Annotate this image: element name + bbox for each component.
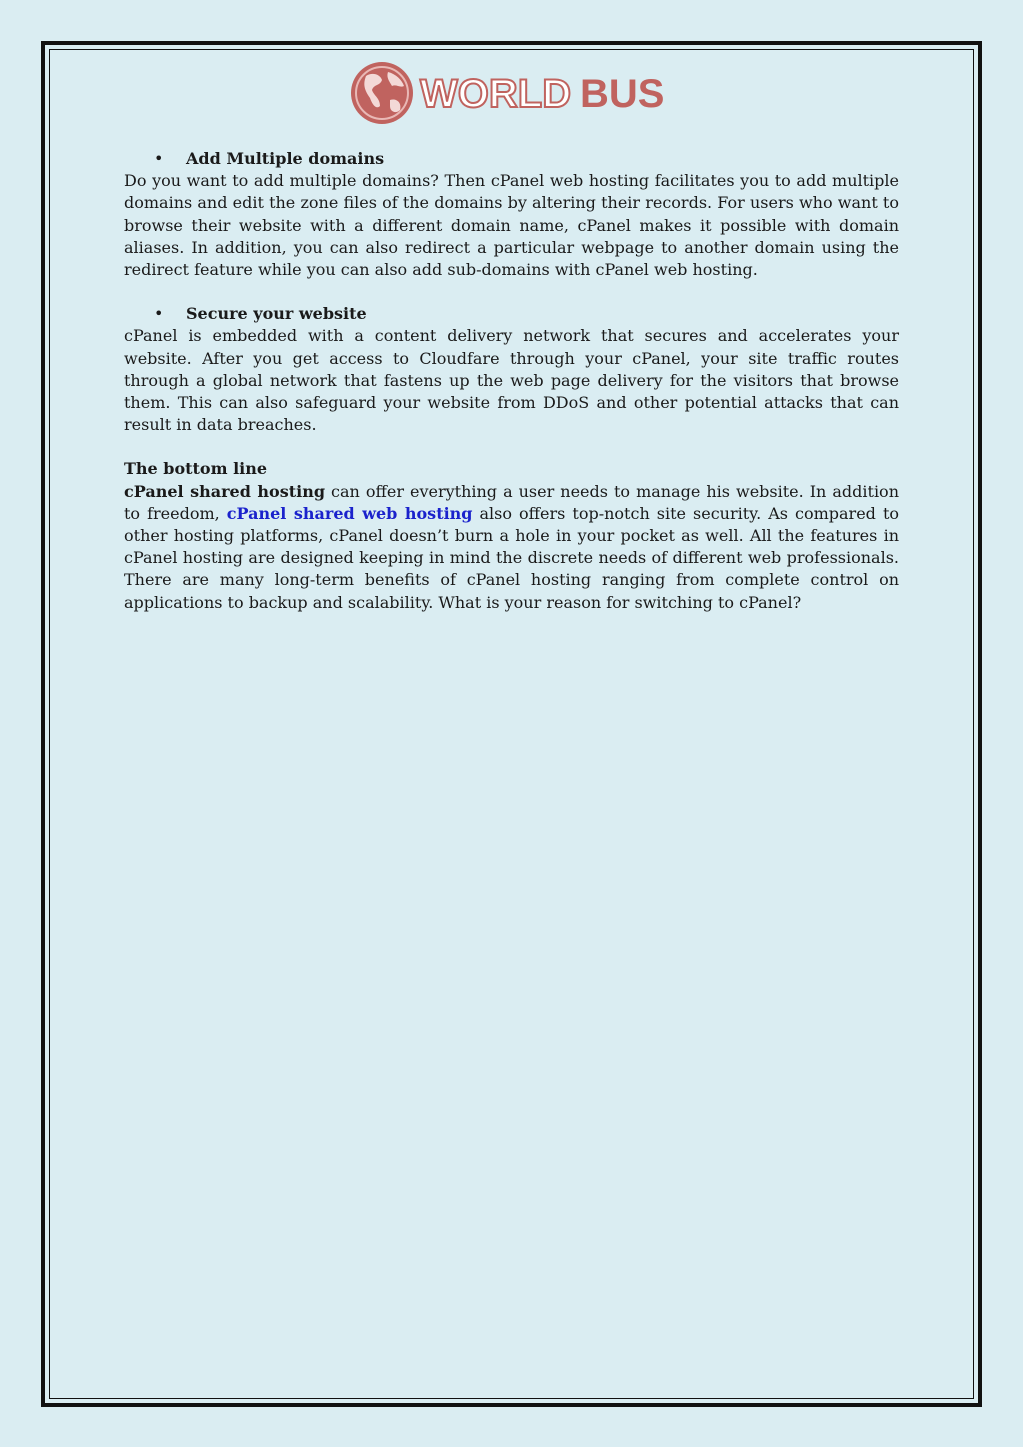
- cpanel-shared-web-hosting-link[interactable]: cPanel shared web hosting: [226, 503, 473, 523]
- bottom-lead-bold: cPanel shared hosting: [124, 481, 326, 501]
- bullet-icon: •: [154, 149, 164, 168]
- bottom-text-2: also offers top-notch site security. As compared to other hosting platforms, cPanel doesn’t burn a hole in your pocket as well. All the features in cPanel hosting are designed keeping in mind the discrete needs of different web professionals. There are many long-term benefits of cPanel hosting ranging from complete control on applications to backup and scalability. What is your reason for switching to cPanel?: [124, 503, 900, 612]
- worldbus-logo: [350, 60, 670, 126]
- secure-heading-text: Secure your website: [186, 304, 367, 324]
- bottom-line-heading: The bottom line: [124, 459, 268, 479]
- logo-text-world: WORLD: [420, 72, 572, 116]
- document-body: [124, 148, 899, 614]
- globe-icon: [351, 62, 413, 124]
- secure-heading: [124, 303, 899, 325]
- bottom-text-1: can offer everything a user needs to manage his website. In addition to freedom,: [124, 481, 899, 523]
- secure-paragraph: cPanel is embedded with a content delivery network that secures and accelerates your website. After you get access to Cloudfare through your cPanel, your site traffic routes through a global network that fastens up the web page delivery for the visitors that browse them. This can also safeguard your website from DDoS and other potential attacks that can result in data breaches.: [124, 326, 899, 435]
- domains-paragraph: Do you want to add multiple domains? Then cPanel web hosting facilitates you to add multiple domains and edit the zone files of the domains by altering their records. For users who want to browse their website with a different domain name, cPanel makes it possible with domain aliases. In addition, you can also redirect a particular webpage to another domain using the redirect feature while you can also add sub-domains with cPanel web hosting.: [124, 171, 899, 280]
- domains-heading-text: Add Multiple domains: [186, 149, 385, 168]
- bullet-icon: •: [154, 304, 164, 324]
- domains-heading: [124, 148, 899, 170]
- logo-text-bus: BUS: [580, 72, 665, 116]
- bottom-line-paragraph: [124, 481, 899, 614]
